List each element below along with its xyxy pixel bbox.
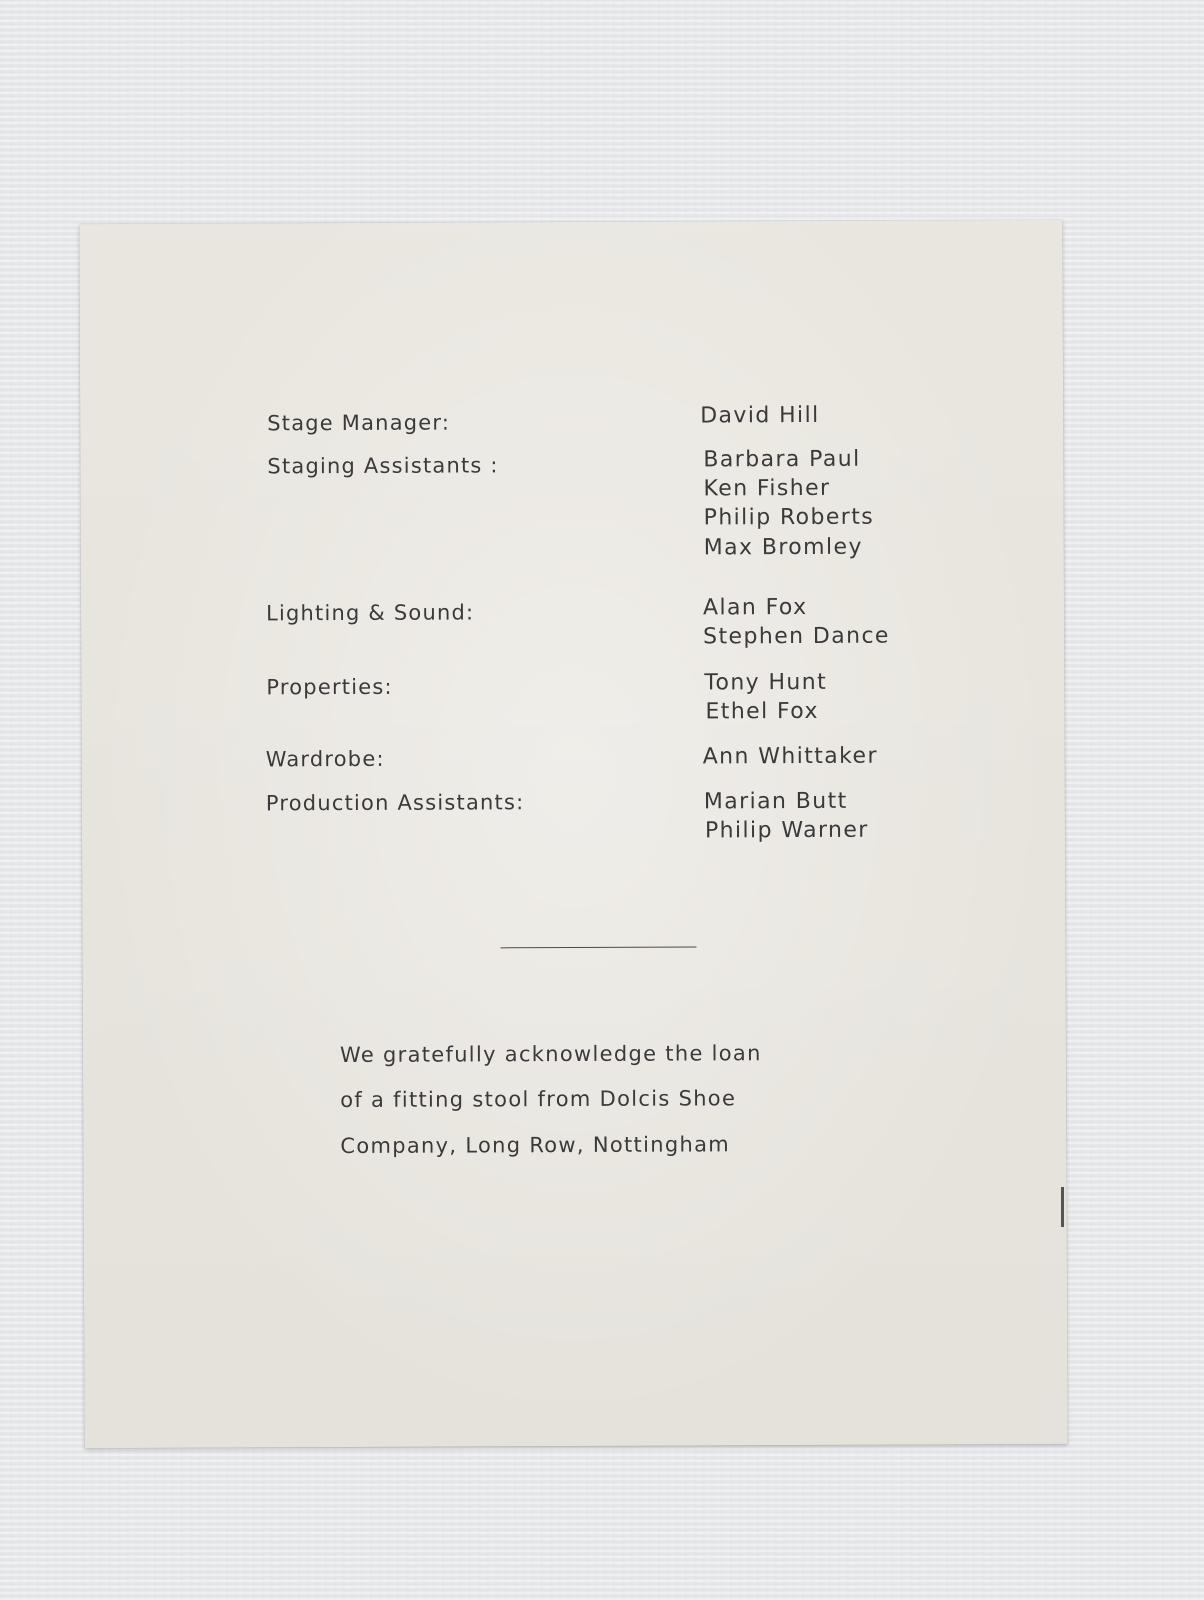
name-production-assistant: Philip Warner: [704, 817, 869, 844]
name-staging-assistant: Max Bromley: [703, 534, 863, 561]
role-lighting-sound: Lighting & Sound:: [265, 600, 475, 626]
acknowledgement-line: Company, Long Row, Nottingham: [340, 1132, 731, 1159]
name-staging-assistant: Barbara Paul: [703, 446, 861, 473]
acknowledgement-line: of a fitting stool from Dolcis Shoe: [340, 1086, 737, 1113]
role-production-assistants: Production Assistants:: [265, 790, 525, 816]
name-lighting-sound: Alan Fox: [702, 594, 808, 621]
name-staging-assistant: Philip Roberts: [703, 504, 875, 531]
acknowledgement-line: We gratefully acknowledge the loan: [339, 1041, 762, 1068]
programme-page: [79, 220, 1067, 1448]
name-staging-assistant: Ken Fisher: [703, 475, 831, 502]
role-wardrobe: Wardrobe:: [265, 746, 385, 772]
name-production-assistant: Marian Butt: [703, 788, 848, 815]
role-stage-manager: Stage Manager:: [267, 410, 451, 436]
paper-edge-mark: [1061, 1187, 1064, 1227]
name-properties: Tony Hunt: [704, 669, 828, 696]
name-lighting-sound: Stephen Dance: [703, 623, 890, 650]
role-properties: Properties:: [266, 674, 393, 700]
name-wardrobe: Ann Whittaker: [702, 743, 878, 770]
name-properties: Ethel Fox: [705, 698, 819, 725]
role-staging-assistants: Staging Assistants :: [267, 453, 499, 479]
name-stage-manager: David Hill: [700, 402, 820, 429]
